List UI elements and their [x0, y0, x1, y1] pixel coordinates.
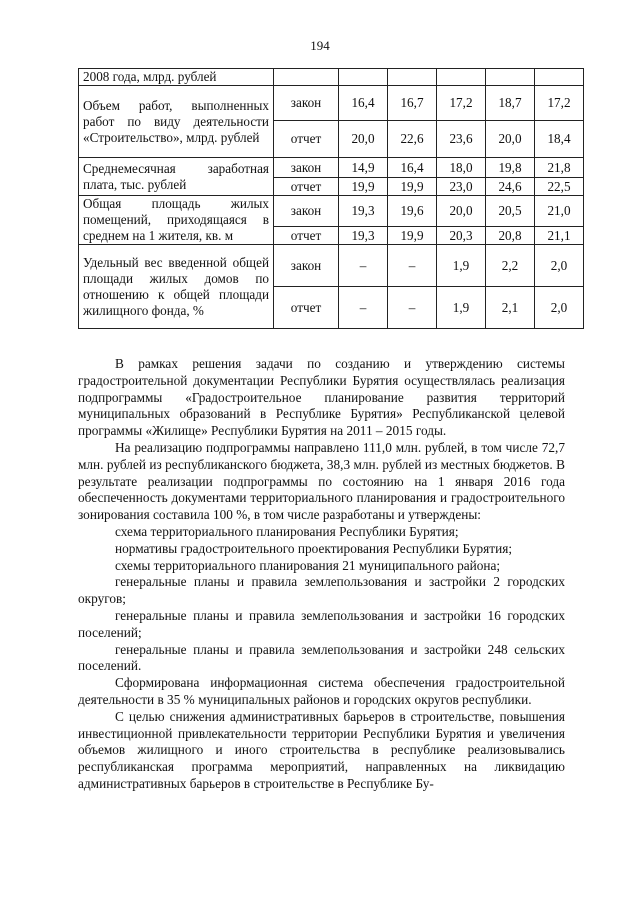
row-label: Среднемесячная заработная плата, тыс. рублей: [79, 158, 274, 196]
paragraph: В рамках решения задачи по созданию и утверждению системы градостроительной документации Республики Бурятия осуществлялась реализация подпрограммы «Градостроительное планирование развития территорий муниципальных образований в Республике Бурятия» Республиканской целевой программы «Жилище» Республики Бурятия на 2011 – 2015 годы.: [78, 356, 565, 439]
row-label: 2008 года, млрд. рублей: [79, 69, 274, 86]
page-number: 194: [310, 38, 330, 53]
table-cell: 14,9: [339, 158, 388, 178]
row-kind: [274, 69, 339, 86]
table-cell: 17,2: [437, 86, 486, 121]
table-row: [79, 196, 584, 227]
table-cell: –: [339, 245, 388, 287]
table-cell: 16,4: [388, 158, 437, 178]
row-kind: отчет: [274, 121, 339, 158]
list-item: генеральные планы и правила землепользования и застройки 248 сельских поселений.: [78, 641, 565, 674]
table-cell: 2,2: [486, 245, 535, 287]
table-cell: 17,2: [535, 86, 584, 121]
paragraph: На реализацию подпрограммы направлено 111,0 млн. рублей, в том числе 72,7 млн. рублей из республиканского бюджета, 38,3 млн. рублей из местных бюджетов. В результате реализации подпрограммы по состоянию на 1 января 2016 года обеспеченность документами территориального планирования и градостроительного зонирования составила 100 %, в том числе разработаны и утверждены:: [78, 439, 565, 523]
row-label: Удельный вес введенной общей площади жилых домов по отношению к общей площади жилищного фонда, %: [79, 245, 274, 329]
table-cell: 16,7: [388, 86, 437, 121]
row-kind: отчет: [274, 227, 339, 245]
table-cell: 20,0: [486, 121, 535, 158]
table-row: [79, 86, 584, 121]
table-cell: 24,6: [486, 178, 535, 196]
table-cell: 19,3: [339, 196, 388, 227]
table-row: [79, 69, 584, 86]
list-item: генеральные планы и правила землепользования и застройки 16 городских поселений;: [78, 607, 565, 640]
table-cell: 2,0: [535, 287, 584, 329]
table-cell: 21,8: [535, 158, 584, 178]
table-cell: 22,6: [388, 121, 437, 158]
table-cell: 2,1: [486, 287, 535, 329]
table-cell: –: [388, 287, 437, 329]
row-kind: закон: [274, 158, 339, 178]
table-cell: 20,5: [486, 196, 535, 227]
table-cell: 18,4: [535, 121, 584, 158]
table-cell: 21,0: [535, 196, 584, 227]
row-label: Объем работ, выполненных работ по виду деятельности «Строительство», млрд. рублей: [79, 86, 274, 158]
table-cell: 19,8: [486, 158, 535, 178]
table-cell: 20,8: [486, 227, 535, 245]
list-item: схема территориального планирования Республики Бурятия;: [115, 523, 459, 539]
table-cell: 22,5: [535, 178, 584, 196]
table-cell: [437, 69, 486, 86]
table-row: [79, 158, 584, 178]
row-kind: отчет: [274, 178, 339, 196]
table-cell: 23,6: [437, 121, 486, 158]
row-label: Общая площадь жилых помещений, приходящаяся в среднем на 1 жителя, кв. м: [79, 196, 274, 245]
paragraph: С целью снижения административных барьеров в строительстве, повышения инвестиционной привлекательности территории Республики Бурятия и увеличения объемов жилищного и иного строительства в республике реализовывались республиканская программа мероприятий, направленных на ликвидацию административных барьеров в строительстве в Республике Бу-: [78, 708, 565, 791]
list-item: генеральные планы и правила землепользования и застройки 2 городских округов;: [78, 574, 565, 607]
table-cell: 19,9: [388, 178, 437, 196]
row-kind: отчет: [274, 287, 339, 329]
table-cell: 19,9: [339, 178, 388, 196]
table-body: [79, 69, 584, 329]
table-cell: 23,0: [437, 178, 486, 196]
list-item: схемы территориального планирования 21 муниципального района;: [115, 557, 501, 573]
table-cell: 18,7: [486, 86, 535, 121]
row-kind: закон: [274, 196, 339, 227]
table-cell: [388, 69, 437, 86]
table-cell: –: [388, 245, 437, 287]
table-cell: 20,3: [437, 227, 486, 245]
list-item: нормативы градостроительного проектирования Республики Бурятия;: [115, 540, 513, 556]
paragraph: Сформирована информационная система обеспечения градостроительной деятельности в 35 % муниципальных районов и городских округов республики.: [78, 675, 565, 707]
table-cell: 20,0: [437, 196, 486, 227]
table-cell: –: [339, 287, 388, 329]
row-kind: закон: [274, 245, 339, 287]
table-cell: 16,4: [339, 86, 388, 121]
table-cell: 21,1: [535, 227, 584, 245]
indicators-table: [78, 68, 584, 329]
table-cell: 20,0: [339, 121, 388, 158]
table-cell: 19,3: [339, 227, 388, 245]
row-kind: закон: [274, 86, 339, 121]
body-text: [78, 356, 565, 793]
table-cell: [486, 69, 535, 86]
table-row: [79, 245, 584, 287]
table-cell: [535, 69, 584, 86]
table-cell: 18,0: [437, 158, 486, 178]
table-cell: 19,9: [388, 227, 437, 245]
table-cell: [339, 69, 388, 86]
table-cell: 2,0: [535, 245, 584, 287]
table-cell: 1,9: [437, 245, 486, 287]
table-cell: 1,9: [437, 287, 486, 329]
table-cell: 19,6: [388, 196, 437, 227]
